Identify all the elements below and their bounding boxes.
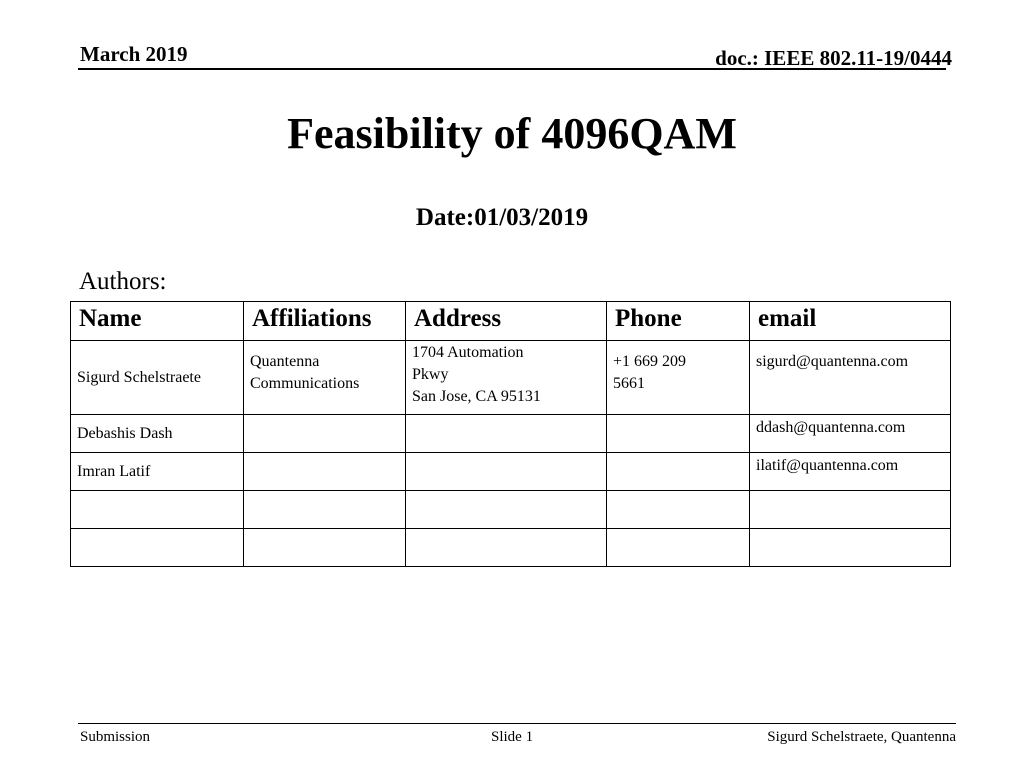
cell-email: [750, 529, 951, 567]
table-row: [71, 453, 951, 491]
slide-title: Feasibility of 4096QAM: [287, 109, 737, 158]
authors-label: Authors:: [79, 268, 167, 295]
col-header-name: Name: [71, 302, 244, 341]
cell-phone: [607, 491, 750, 529]
col-header-email: email: [750, 302, 951, 341]
cell-affiliation-line: Quantenna: [250, 353, 320, 370]
cell-affiliation-line: Communications: [250, 375, 360, 392]
cell-phone: [607, 453, 750, 491]
cell-name: [71, 491, 244, 529]
cell-address-line: 1704 Automation: [412, 344, 524, 361]
cell-address: [406, 529, 607, 567]
table-row: [71, 341, 951, 415]
footer-submission: Submission: [80, 729, 151, 745]
header-doc-id: doc.: IEEE 802.11-19/0444: [715, 46, 952, 70]
cell-affiliation: [244, 529, 406, 567]
footer-author: Sigurd Schelstraete, Quantenna: [767, 729, 956, 745]
footer-rule: [78, 723, 956, 724]
table-header-row: [71, 302, 951, 341]
cell-name: Imran Latif: [71, 453, 244, 491]
cell-address: [406, 415, 607, 453]
cell-address-line: San Jose, CA 95131: [412, 388, 541, 405]
cell-phone: [607, 341, 750, 415]
cell-affiliation: [244, 415, 406, 453]
cell-affiliation: [244, 453, 406, 491]
col-header-affiliations: Affiliations: [244, 302, 406, 341]
col-header-address: Address: [406, 302, 607, 341]
cell-affiliation: [244, 341, 406, 415]
date-line: Date:01/03/2019: [415, 204, 589, 231]
table-row: [71, 529, 951, 567]
cell-email: sigurd@quantenna.com: [750, 341, 951, 415]
cell-phone: [607, 415, 750, 453]
cell-email: ddash@quantenna.com: [750, 415, 951, 453]
cell-email: ilatif@quantenna.com: [750, 453, 951, 491]
cell-name: Sigurd Schelstraete: [71, 341, 244, 415]
footer-slide-number: Slide 1: [491, 729, 534, 745]
header-date: March 2019: [80, 42, 188, 66]
cell-phone-line: 5661: [613, 375, 645, 392]
cell-address-line: Pkwy: [412, 366, 449, 383]
cell-email: [750, 491, 951, 529]
cell-address: [406, 453, 607, 491]
cell-phone-line: +1 669 209: [613, 353, 687, 370]
header-rule: [78, 68, 946, 70]
cell-name: Debashis Dash: [71, 415, 244, 453]
table-row: [71, 415, 951, 453]
cell-address: [406, 341, 607, 415]
table-row: [71, 491, 951, 529]
cell-address: [406, 491, 607, 529]
cell-affiliation: [244, 491, 406, 529]
authors-table: [70, 301, 951, 567]
cell-name: [71, 529, 244, 567]
cell-phone: [607, 529, 750, 567]
col-header-phone: Phone: [607, 302, 750, 341]
